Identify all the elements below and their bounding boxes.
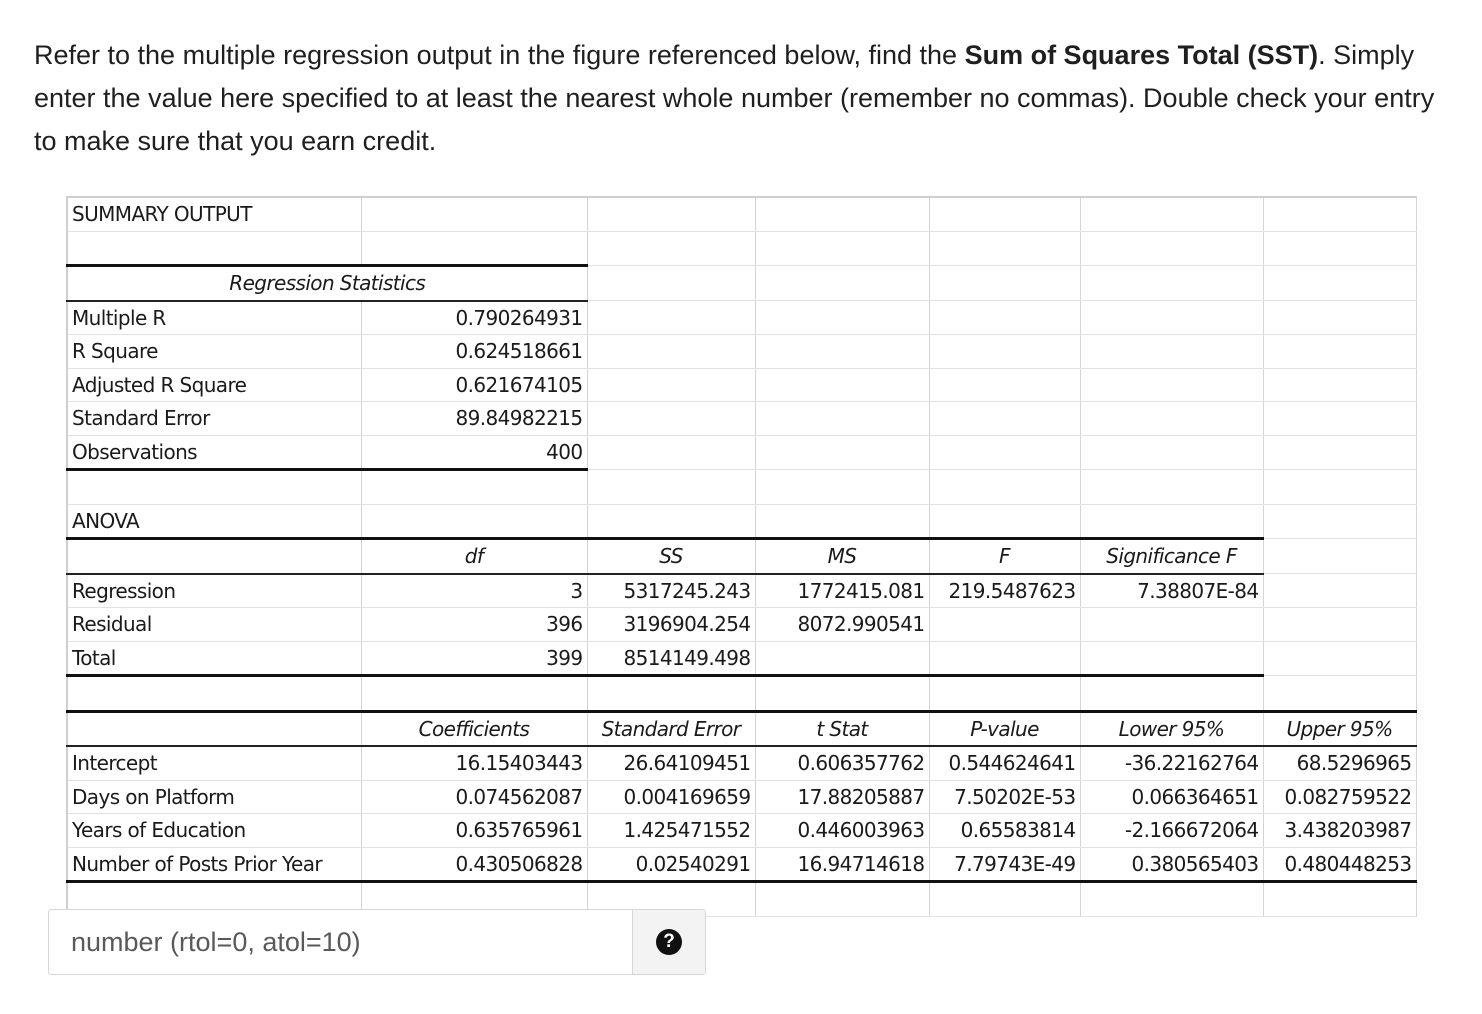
coef-p-value: 7.79743E-49 [929, 847, 1080, 882]
anova-title: ANOVA [67, 504, 361, 539]
help-button[interactable] [632, 910, 705, 974]
anova-ss: 8514149.498 [587, 641, 755, 676]
coef-label: Intercept [67, 746, 361, 780]
coef-lower-95: 0.380565403 [1080, 847, 1263, 882]
stat-row [67, 435, 1416, 470]
stat-value: 400 [361, 435, 587, 470]
anova-ms: 1772415.081 [755, 574, 929, 608]
anova-ss: 3196904.254 [587, 608, 755, 642]
coef-standard-error: 0.004169659 [587, 780, 755, 814]
coef-label: Days on Platform [67, 780, 361, 814]
coef-standard-error: 26.64109451 [587, 746, 755, 780]
question-bold-term: Sum of Squares Total (SST) [964, 40, 1319, 70]
summary-title-row [67, 197, 1416, 231]
coef-upper-95: 0.480448253 [1263, 847, 1416, 882]
question-mark-icon[interactable]: ? [656, 929, 682, 955]
coef-upper-95: 3.438203987 [1263, 814, 1416, 848]
anova-header-row [67, 539, 1416, 574]
stat-value: 89.84982215 [361, 402, 587, 436]
anova-label: Regression [67, 574, 361, 608]
question-part1: Refer to the multiple regression output in the figure referenced below, find the [34, 40, 965, 70]
coef-row [67, 780, 1416, 814]
anova-ms: 8072.990541 [755, 608, 929, 642]
anova-significance-f: 7.38807E-84 [1080, 574, 1263, 608]
coef-lower-95: -36.22162764 [1080, 746, 1263, 780]
question-text [34, 34, 1454, 163]
coef-standard-error: 1.425471552 [587, 814, 755, 848]
stat-value: 0.624518661 [361, 335, 587, 369]
coef-p-value: 0.65583814 [929, 814, 1080, 848]
coef-t-stat: 0.446003963 [755, 814, 929, 848]
anova-row [67, 641, 1416, 676]
coef-row [67, 847, 1416, 882]
coef-header-p-value: P-value [929, 711, 1080, 746]
coef-t-stat: 16.94714618 [755, 847, 929, 882]
coef-p-value: 7.50202E-53 [929, 780, 1080, 814]
stat-row [67, 402, 1416, 436]
stat-row [67, 335, 1416, 369]
anova-header-ms: MS [755, 539, 929, 574]
anova-f: 219.5487623 [929, 574, 1080, 608]
anova-df: 396 [361, 608, 587, 642]
coef-header-lower-95: Lower 95% [1080, 711, 1263, 746]
anova-label: Residual [67, 608, 361, 642]
anova-header-ss: SS [587, 539, 755, 574]
reg-stats-header-row [67, 266, 1416, 301]
stat-row [67, 368, 1416, 402]
anova-header-df: df [361, 539, 587, 574]
reg-stats-header: Regression Statistics [67, 266, 587, 301]
stat-row [67, 301, 1416, 335]
anova-f [929, 641, 1080, 676]
anova-f [929, 608, 1080, 642]
coef-standard-error: 0.02540291 [587, 847, 755, 882]
coef-lower-95: -2.166672064 [1080, 814, 1263, 848]
coef-row [67, 746, 1416, 780]
coef-upper-95: 0.082759522 [1263, 780, 1416, 814]
anova-df: 3 [361, 574, 587, 608]
coef-value: 0.074562087 [361, 780, 587, 814]
coef-value: 16.15403443 [361, 746, 587, 780]
coef-header-row [67, 711, 1416, 746]
anova-title-row [67, 504, 1416, 539]
coef-t-stat: 17.88205887 [755, 780, 929, 814]
stat-label: Standard Error [67, 402, 361, 436]
anova-significance-f [1080, 608, 1263, 642]
stat-label: Adjusted R Square [67, 368, 361, 402]
summary-title: SUMMARY OUTPUT [67, 197, 361, 231]
anova-row [67, 574, 1416, 608]
regression-output-table [66, 196, 1417, 917]
stat-label: R Square [67, 335, 361, 369]
coef-header-t-stat: t Stat [755, 711, 929, 746]
anova-significance-f [1080, 641, 1263, 676]
answer-field-group [48, 909, 706, 975]
coef-value: 0.635765961 [361, 814, 587, 848]
anova-row [67, 608, 1416, 642]
coef-p-value: 0.544624641 [929, 746, 1080, 780]
anova-header-significance-f: Significance F [1080, 539, 1263, 574]
anova-df: 399 [361, 641, 587, 676]
coef-upper-95: 68.5296965 [1263, 746, 1416, 780]
blank-row [67, 231, 1416, 266]
coef-lower-95: 0.066364651 [1080, 780, 1263, 814]
coef-header-coefficients: Coefficients [361, 711, 587, 746]
coef-value: 0.430506828 [361, 847, 587, 882]
coef-header-upper-95: Upper 95% [1263, 711, 1416, 746]
question-part2: . Simply enter the value here specified to at least the nearest whole number (remember no commas). Double check your entry to make sure that you earn credit. [34, 40, 1435, 156]
stat-label: Observations [67, 435, 361, 470]
blank-row [67, 470, 1416, 505]
blank-row [67, 676, 1416, 712]
coef-label: Years of Education [67, 814, 361, 848]
coef-row [67, 814, 1416, 848]
coef-header-standard-error: Standard Error [587, 711, 755, 746]
answer-input[interactable] [49, 910, 632, 974]
anova-header-f: F [929, 539, 1080, 574]
anova-label: Total [67, 641, 361, 676]
coef-label: Number of Posts Prior Year [67, 847, 361, 882]
stat-value: 0.790264931 [361, 301, 587, 335]
anova-ss: 5317245.243 [587, 574, 755, 608]
anova-ms [755, 641, 929, 676]
stat-value: 0.621674105 [361, 368, 587, 402]
coef-t-stat: 0.606357762 [755, 746, 929, 780]
stat-label: Multiple R [67, 301, 361, 335]
